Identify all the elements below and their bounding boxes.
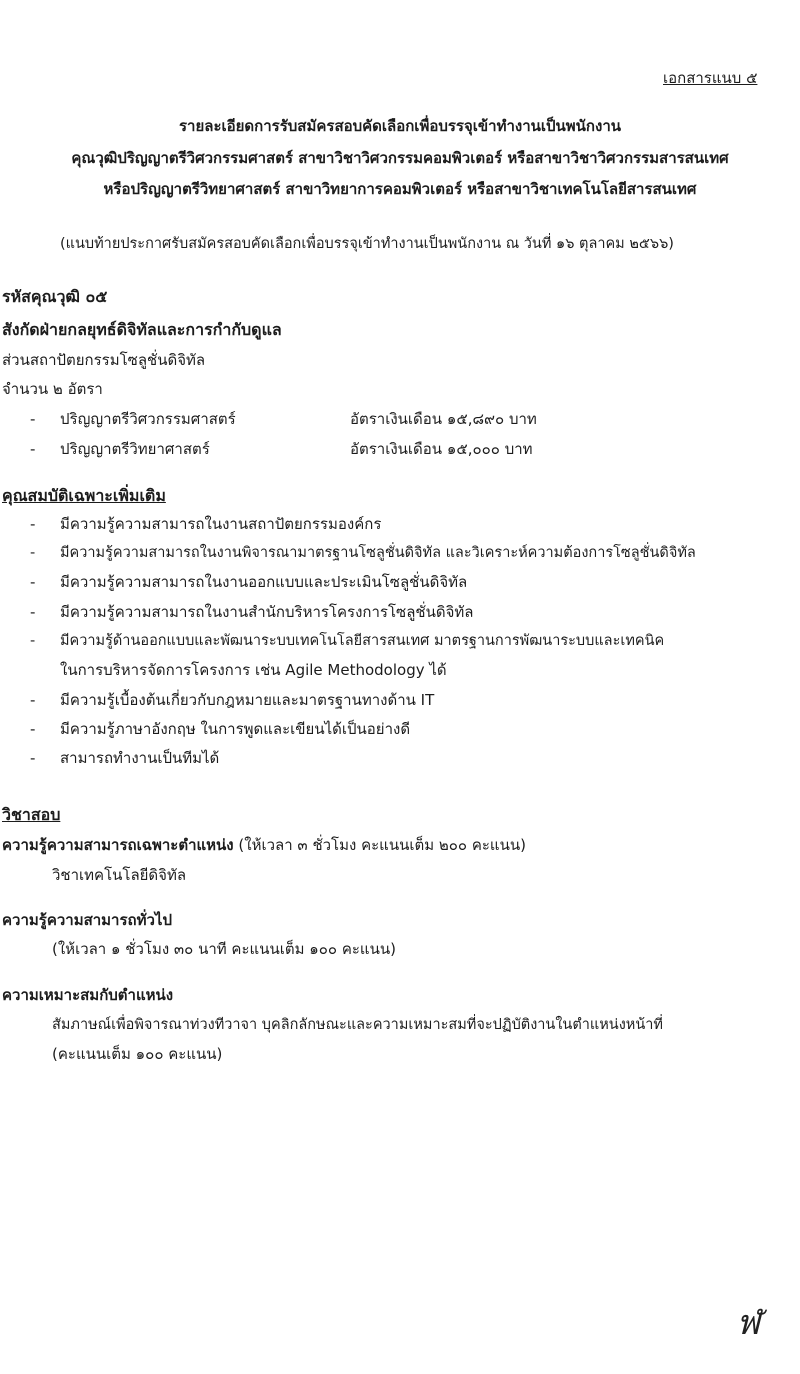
title-line-1: รายละเอียดการรับสมัครสอบคัดเลือกเพื่อบรรจุเข้าทำงานเป็นพนักงาน bbox=[178, 117, 622, 135]
section: ส่วนสถาปัตยกรรมโซลูชั่นดิจิทัล bbox=[2, 351, 206, 369]
exam-specific bbox=[2, 833, 526, 857]
exam-suitability-score: (คะแนนเต็ม ๑๐๐ คะแนน) bbox=[52, 1045, 223, 1063]
exam-general-title: ความรู้ความสามารถทั่วไป bbox=[2, 911, 172, 929]
annex-note: (แนบท้ายประกาศรับสมัครสอบคัดเลือกเพื่อบรรจุเข้าทำงานเป็นพนักงาน ณ วันที่ ๑๖ ตุลาคม ๒๕๖๖) bbox=[60, 236, 674, 252]
division: สังกัดฝ่ายกลยุทธ์ดิจิทัลและการกำกับดูแล bbox=[2, 320, 282, 339]
title-line-2: คุณวุฒิปริญญาตรีวิศวกรรมศาสตร์ สาขาวิชาวิศวกรรมคอมพิวเตอร์ หรือสาขาวิชาวิศวกรรมสารสนเทศ bbox=[71, 149, 729, 167]
bullet-dash: - bbox=[30, 440, 36, 458]
list-item: - มีความรู้เบื้องต้นเกี่ยวกับกฎหมายและมาตรฐานทางด้าน IT bbox=[30, 691, 435, 709]
list-item: - มีความรู้ด้านออกแบบและพัฒนาระบบเทคโนโลยีสารสนเทศ มาตรฐานการพัฒนาระบบและเทคนิค bbox=[30, 633, 665, 649]
salary-row bbox=[30, 407, 236, 431]
attachment-label: เอกสารแนบ ๕ bbox=[663, 69, 758, 87]
exam-specific-detail: (ให้เวลา ๓ ชั่วโมง คะแนนเต็ม ๒๐๐ คะแนน) bbox=[238, 836, 526, 854]
salary-amount: อัตราเงินเดือน ๑๕,๐๐๐ บาท bbox=[350, 440, 533, 458]
qualification-code: รหัสคุณวุฒิ ๐๕ bbox=[2, 287, 108, 306]
list-item: - มีความรู้ความสามารถในงานพิจารณามาตรฐานโซลูชั่นดิจิทัล และวิเคราะห์ความต้องการโซลูชั่นดิจิทัล bbox=[30, 545, 696, 561]
degree-name: ปริญญาตรีวิศวกรรมศาสตร์ bbox=[60, 410, 236, 428]
list-item: - มีความรู้ความสามารถในงานออกแบบและประเมินโซลูชั่นดิจิทัล bbox=[30, 573, 468, 591]
qualifications-heading: คุณสมบัติเฉพาะเพิ่มเติม bbox=[2, 486, 166, 505]
title-line-3: หรือปริญญาตรีวิทยาศาสตร์ สาขาวิทยาการคอมพิวเตอร์ หรือสาขาวิชาเทคโนโลยีสารสนเทศ bbox=[103, 180, 697, 198]
list-item: - มีความรู้ภาษาอังกฤษ ในการพูดและเขียนได้เป็นอย่างดี bbox=[30, 720, 411, 738]
degree-name: ปริญญาตรีวิทยาศาสตร์ bbox=[60, 440, 210, 458]
exam-heading: วิชาสอบ bbox=[2, 805, 61, 824]
exam-general-detail: (ให้เวลา ๑ ชั่วโมง ๓๐ นาที คะแนนเต็ม ๑๐๐ คะแนน) bbox=[52, 940, 396, 958]
exam-suitability-detail: สัมภาษณ์เพื่อพิจารณาท่วงทีวาจา บุคลิกลักษณะและความเหมาะสมที่จะปฏิบัติงานในตำแหน่งหน้าที่ bbox=[52, 1017, 663, 1033]
position-count: จำนวน ๒ อัตรา bbox=[2, 380, 103, 398]
list-item-continuation: ในการบริหารจัดการโครงการ เช่น Agile Methodology ได้ bbox=[60, 661, 447, 679]
list-item: - มีความรู้ความสามารถในงานสำนักบริหารโครงการโซลูชั่นดิจิทัล bbox=[30, 603, 474, 621]
exam-suitability-title: ความเหมาะสมกับตำแหน่ง bbox=[2, 986, 174, 1004]
salary-row bbox=[30, 437, 210, 461]
handwritten-initials: ฬ bbox=[736, 1303, 760, 1343]
exam-specific-subject: วิชาเทคโนโลยีดิจิทัล bbox=[52, 866, 187, 884]
list-item: - มีความรู้ความสามารถในงานสถาปัตยกรรมองค์กร bbox=[30, 515, 382, 533]
exam-specific-title: ความรู้ความสามารถเฉพาะตำแหน่ง bbox=[2, 836, 234, 854]
salary-amount: อัตราเงินเดือน ๑๕,๘๙๐ บาท bbox=[350, 410, 537, 428]
list-item: - สามารถทำงานเป็นทีมได้ bbox=[30, 749, 220, 767]
bullet-dash: - bbox=[30, 410, 36, 428]
